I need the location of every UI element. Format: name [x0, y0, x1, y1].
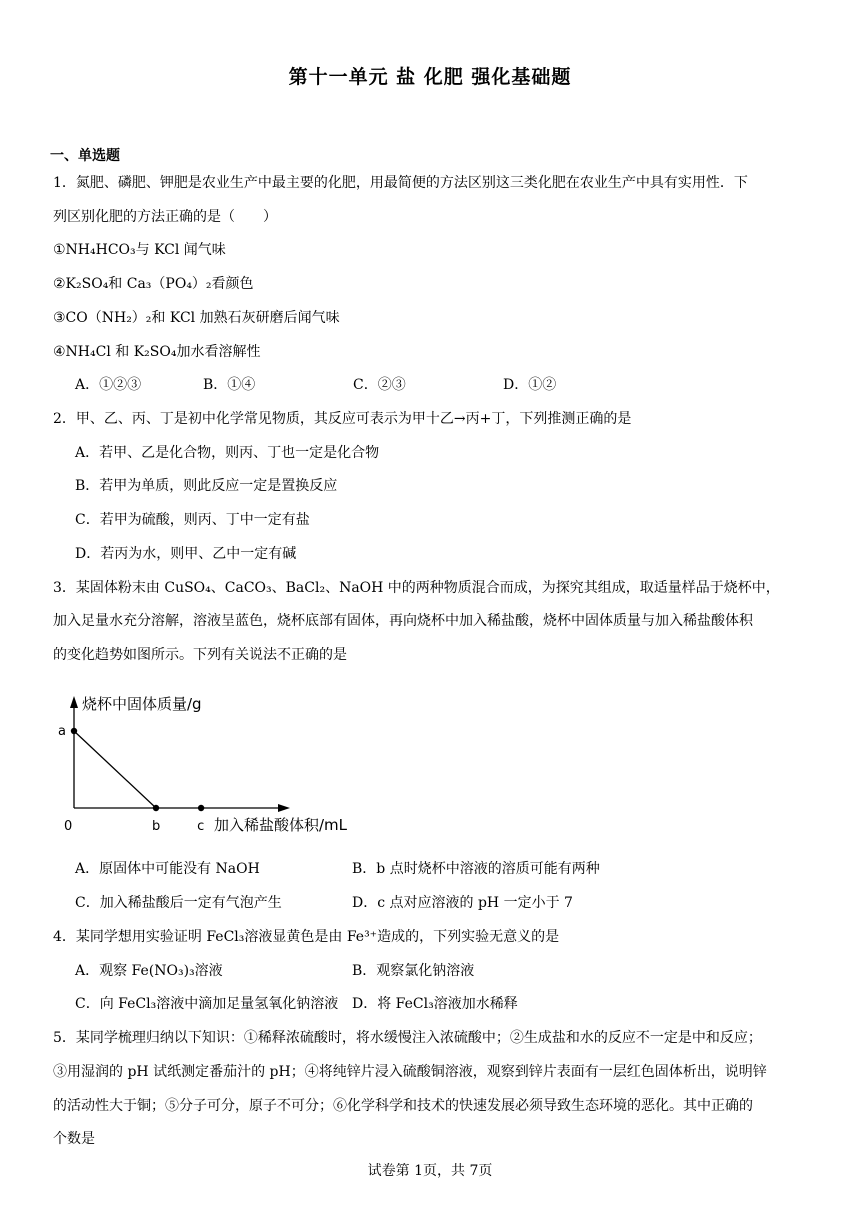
- q5-stem-line3: 的活动性大于铜；⑤分子可分，原子不可分；⑥化学科学和技术的快速发展必须导致生态环境的恶化。其中正确的: [53, 1098, 753, 1114]
- q4-option-d: D．将 FeCl₃溶液加水稀释: [352, 996, 518, 1012]
- q2-stem: 2．甲、乙、丙、丁是初中化学常见物质，其反应可表示为甲十乙→丙+丁，下列推测正确的是: [53, 411, 632, 427]
- q1-option-b: B．①④: [203, 377, 256, 393]
- q2-option-b: B．若甲为单质，则此反应一定是置换反应: [75, 478, 338, 494]
- point-c: [198, 805, 204, 811]
- q1-statement-4: ④NH₄Cl 和 K₂SO₄加水看溶解性: [53, 344, 261, 360]
- q5-stem-line4: 个数是: [53, 1131, 95, 1147]
- series-line: [74, 731, 156, 808]
- q2-option-d: D．若丙为水，则甲、乙中一定有碱: [75, 546, 297, 562]
- point-label-a: a: [58, 724, 66, 739]
- q1-option-c: C．②③: [353, 377, 406, 393]
- point-a: [71, 728, 77, 734]
- q1-stem-line1: 1．氮肥、磷肥、钾肥是农业生产中最主要的化肥，用最简便的方法区别这三类化肥在农业生产中具有实用性．下: [53, 175, 748, 191]
- y-axis-arrow: [70, 696, 78, 708]
- page-title: 第十一单元 盐 化肥 强化基础题: [288, 66, 572, 88]
- q3-stem-line1: 3．某固体粉末由 CuSO₄、CaCO₃、BaCl₂、NaOH 中的两种物质混合而成，为探究其组成，取适量样品于烧杯中，: [53, 580, 780, 596]
- q3-option-d: D．c 点对应溶液的 pH 一定小于 7: [352, 895, 573, 911]
- q1-statement-1: ①NH₄HCO₃与 KCl 闻气味: [53, 242, 226, 258]
- x-axis-arrow: [278, 804, 290, 812]
- page-footer: 试卷第 1页，共 7页: [367, 1163, 493, 1179]
- q5-stem-line2: ③用湿润的 pH 试纸测定番茄汁的 pH；④将纯锌片浸入硫酸铜溶液，观察到锌片表面有一层红色固体析出，说明锌: [53, 1064, 767, 1080]
- q1-option-a: A．①②③: [75, 377, 142, 393]
- q3-option-b: B．b 点时烧杯中溶液的溶质可能有两种: [352, 861, 600, 877]
- section-heading: 一、单选题: [50, 148, 120, 164]
- point-b: [153, 805, 159, 811]
- origin-label: 0: [64, 819, 73, 834]
- q3-option-c: C．加入稀盐酸后一定有气泡产生: [75, 895, 282, 911]
- q5-stem-line1: 5．某同学梳理归纳以下知识：①稀释浓硫酸时，将水缓慢注入浓硫酸中；②生成盐和水的反应不一定是中和反应；: [53, 1030, 762, 1046]
- q2-option-a: A．若甲、乙是化合物，则丙、丁也一定是化合物: [75, 445, 380, 461]
- point-label-c: c: [197, 819, 205, 834]
- point-label-b: b: [152, 819, 161, 834]
- q1-statement-2: ②K₂SO₄和 Ca₃（PO₄）₂看颜色: [53, 276, 254, 292]
- q3-stem-line3: 的变化趋势如图所示。下列有关说法不正确的是: [53, 647, 347, 663]
- q3-chart: [52, 688, 352, 838]
- q4-option-b: B．观察氯化钠溶液: [352, 963, 475, 979]
- q3-option-a: A．原固体中可能没有 NaOH: [75, 861, 260, 877]
- q2-option-c: C．若甲为硫酸，则丙、丁中一定有盐: [75, 512, 310, 528]
- q4-option-c: C．向 FeCl₃溶液中滴加足量氢氧化钠溶液: [75, 996, 339, 1012]
- q1-option-d: D．①②: [503, 377, 557, 393]
- q1-statement-3: ③CO（NH₂）₂和 KCl 加熟石灰研磨后闻气味: [53, 310, 340, 326]
- x-axis-label: 加入稀盐酸体积/mL: [214, 816, 348, 834]
- q3-stem-line2: 加入足量水充分溶解，溶液呈蓝色，烧杯底部有固体，再向烧杯中加入稀盐酸，烧杯中固体质量与加入稀盐酸体积: [53, 613, 753, 629]
- q4-option-a: A．观察 Fe(NO₃)₃溶液: [75, 963, 223, 979]
- q1-stem-line2: 列区别化肥的方法正确的是（ ）: [53, 209, 277, 225]
- y-axis-label: 烧杯中固体质量/g: [82, 695, 202, 713]
- q4-stem: 4．某同学想用实验证明 FeCl₃溶液显黄色是由 Fe³⁺造成的，下列实验无意义的是: [53, 929, 560, 945]
